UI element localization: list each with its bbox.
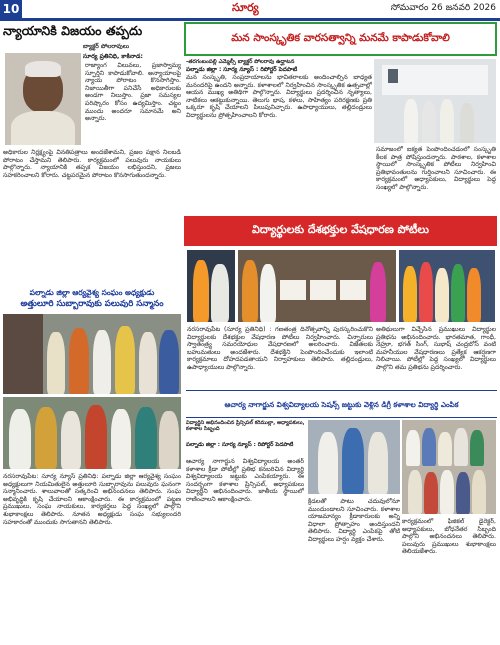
costume-photo-3 — [399, 250, 495, 322]
felicitation-photo-2 — [3, 397, 181, 469]
story-2-headline-1: పల్నాడు జిల్లా ఆర్యవైశ్య సంఘం అధ్యక్షుడు — [29, 288, 155, 297]
student-photo — [308, 420, 400, 494]
story-3-subhead: -తరగంబంపల్లి ఎమ్మెల్సీ బ్యాక్టర్ పోలరావు ఉద్ఘాటన — [186, 59, 295, 65]
story-1-body-top: రాజ్యాంగ విలువలు, ప్రజాస్వామ్య స్ఫూర్తిని కాపాడుకోవాలి. అన్యాయాలపై న్యాయ పోరాటం కొనసాగిస్తాం. నిజాయితీగా పనిచేసే అధికారులకు అండగా నిలుస్తాం. ప్రజా సమస్యల పరిష్కారం కోసం ఉద్యమిస్తాం. చట్టం ముందు అందరూ సమానమే అని అన్నారు. — [85, 62, 181, 123]
story-2-caption: నరసరావుపేట: సూర్య న్యూస్ ప్రతినిధి: పల్నాడు జిల్లా ఆర్యవైశ్య సంఘం అధ్యక్షులుగా నియమితులైన అత్తులూరి సుబ్బారావును పలువురు ఘనంగా సన్మానించారు. శాలువాలతో సత్కరించి అభినందనలు తెలిపారు. సంఘ అభివృద్ధికి కృషి చేయాలని ఆకాంక్షించారు. ఈ కార్యక్రమంలో పట్టణ ప్రముఖులు, సంఘ నాయకులు, కార్యకర్తలు పెద్ద సంఖ్యలో పాల్గొని శుభాకాంక్షలు తెలిపారు. నూతన అధ్యక్షుడు సంఘ సభ్యులందరి సహకారంతో ముందుకు సాగుతానని తెలిపారు. — [3, 473, 181, 526]
story-3-body-2: సమాజంలో ఐక్యత పెంపొందించడంలో సంస్కృతి కీలక పాత్ర పోషిస్తుందన్నారు. పాఠశాల, కళాశాల స్థాయిలో సాంస్కృతిక పోటీలు నిర్వహించి ప్రతిభావంతులను గుర్తించాలని సూచించారు. ఈ కార్యక్రమంలో అధ్యాపకులు, విద్యార్థులు పెద్ద సంఖ్యలో పాల్గొన్నారు. — [376, 146, 496, 191]
felicitation-photo-1 — [3, 314, 181, 394]
story-3-body: మన సంస్కృతి, సంప్రదాయాలను భావితరాలకు అందించాల్సిన బాధ్యత మనందరిపై ఉందని అన్నారు. కళాశాలలో నిర్వహించిన సాంస్కృతిక ఉత్సవాల్లో ఆయన ముఖ్య అతిథిగా పాల్గొన్నారు. విద్యార్థులు ప్రదర్శించిన నృత్యాలు, నాటికలు ఆకట్టుకున్నాయి. తెలుగు భాష, కళలు, సాహిత్యం పరిరక్షణకు ప్రతి ఒక్కరూ కృషి చేయాలని పిలుపునిచ్చారు. ఉపాధ్యాయులు, తల్లిదండ్రులు విద్యార్థులను ప్రోత్సహించాలని కోరారు. — [186, 74, 372, 119]
story-5-body-3: కార్యక్రమంలో ఫిజికల్ డైరెక్టర్, అధ్యాపకులు, బోధనేతర సిబ్బంది పాల్గొని అభినందనలు తెలిపారు. పలువురు ప్రముఖులు శుభాకాంక్షలు తెలియజేశారు. — [402, 518, 496, 556]
group-photo — [402, 420, 496, 514]
story-5-banner — [186, 390, 497, 418]
story-5-headline: ఆచార్య నాగార్జున విశ్వవిద్యాలయ సెషన్స్ జట్టుకు వెళ్లిన డిగ్రీ కళాశాల విద్యార్థి ఎంపిక — [224, 399, 459, 409]
event-photo — [374, 59, 496, 143]
byline: బ్యాక్టర్ పోలరావులు — [83, 43, 130, 50]
story-5-subhead: విద్యార్థిని అభినందించిన ప్రిన్సిపల్ కరిముల్లా, అధ్యాపకులు, కళాశాల సిబ్బంది — [186, 420, 305, 433]
story-4-banner — [184, 216, 497, 246]
story-2-headline-2: అత్తులూరి సుబ్బారావుకు పలువురి సన్మానం — [20, 299, 164, 309]
story-1-headline: న్యాయానికి విజయం తప్పదు — [3, 23, 143, 38]
story-1-body: అధికారుల నిర్లక్ష్యంపై వినతిపత్రాలు అందజేశామని, ప్రజల పక్షాన నిలబడి పోరాటం చేస్తామని తెలిపారు. కార్యక్రమంలో పలువురు నాయకులు పాల్గొన్నారు. న్యాయానికి తప్పక విజయం లభిస్తుందని, ప్రజలు సహకరించాలని కోరారు. చట్టపరమైన పోరాటం కొనసాగుతుందన్నారు. — [3, 149, 181, 179]
dateline: సూర్య ప్రతినిధి, కాకినాడ: — [83, 53, 143, 60]
portrait-photo — [5, 53, 81, 145]
page-number: 10 — [0, 0, 22, 18]
story-5-dateline: పల్నాడు జిల్లా : సూర్య న్యూస్ : రిపోర్టర్ పెదపాటి — [186, 442, 294, 448]
story-5-body: ఆచార్య నాగార్జున విశ్వవిద్యాలయ అంతర్ కళాశాల క్రీడా పోటీల్లో ప్రతిభ కనబరిచిన విద్యార్థి విశ్వవిద్యాలయ జట్టుకు ఎంపికయ్యారు. ఈ సందర్భంగా కళాశాల ప్రిన్సిపల్, అధ్యాపకులు విద్యార్థిని అభినందించారు. జాతీయ స్థాయిలో రాణించాలని ఆకాంక్షించారు. — [186, 458, 304, 503]
story-3-banner — [184, 22, 497, 56]
costume-photo-1 — [187, 250, 235, 322]
page-header — [0, 0, 500, 21]
newspaper-logo: సూర్య — [232, 1, 259, 14]
story-5-body-2: క్రీడలతో పాటు చదువులోనూ ముందుండాలని సూచించారు. కళాశాల యాజమాన్యం క్రీడాకారులకు అన్ని విధాలా ప్రోత్సాహం అందిస్తుందని తెలిపారు. విద్యార్థి ఎంపికపై తోటి విద్యార్థులు హర్షం వ్యక్తం చేశారు. — [308, 498, 400, 543]
story-4-headline: విద్యార్థులకు దేశభక్తుల వేషధారణ పోటీలు — [252, 223, 429, 236]
story-1 — [3, 23, 181, 283]
costume-photo-2 — [238, 250, 396, 322]
story-3-dateline: పల్నాడు జిల్లా : సూర్య న్యూస్ : రిపోర్టర్ పెదపాటి — [186, 67, 298, 73]
story-4-caption: నరసరావుపేట (సూర్య ప్రతినిధి) : గణతంత్ర దినోత్సవాన్ని పురస్కరించుకొని విద్యార్థులకు దేశభక్తుల వేషధారణ పోటీలు నిర్వహించారు. చిన్నారులు స్వాతంత్ర్య సమరయోధుల వేషధారణలో అలరించారు. విజేతలకు బహుమతులు అందజేశారు. దేశభక్తిని పెంపొందించేందుకు ఇలాంటి కార్యక్రమాలు దోహదపడతాయని నిర్వాహకులు తెలిపారు. తల్లిదండ్రులు, ఉపాధ్యాయులు పాల్గొన్నారు. — [187, 326, 373, 371]
story-3-headline: మన సాంస్కృతిక వారసత్వాన్ని మనమే కాపాడుకోవాలి — [231, 31, 450, 44]
story-2 — [3, 288, 181, 643]
story-4-body: అతిథులుగా విచ్చేసిన ప్రముఖులు విద్యార్థుల ప్రతిభను అభినందించారు. భారతమాత, గాంధీ, నెహ్రూ, భగత్ సింగ్, సుభాష్ చంద్రబోస్ వంటి మహనీయుల వేషధారణలు ప్రత్యేక ఆకర్షణగా నిలిచాయి. పోటీల్లో పెద్ద సంఖ్యలో విద్యార్థులు పాల్గొని తమ ప్రతిభను ప్రదర్శించారు. — [376, 326, 496, 371]
issue-date: సోమవారం 26 జనవరి 2026 — [390, 3, 496, 13]
